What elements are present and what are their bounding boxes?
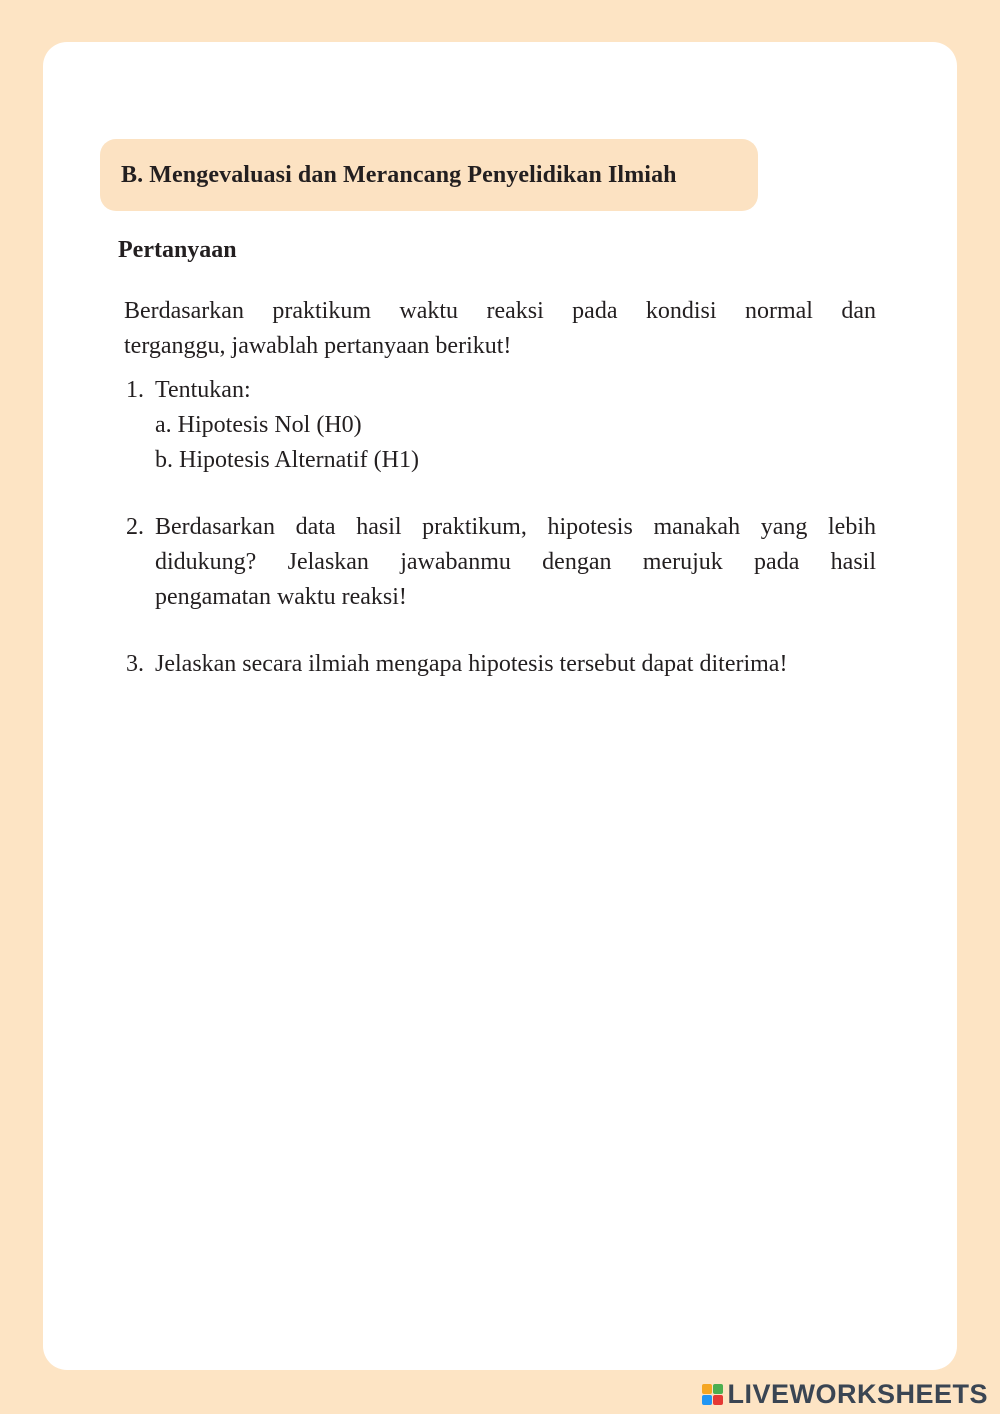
intro-line: terganggu, jawablah pertanyaan berikut! bbox=[124, 333, 512, 359]
question-1 bbox=[124, 373, 876, 478]
watermark-text: LIVEWORKSHEETS bbox=[727, 1379, 988, 1409]
logo-square bbox=[713, 1384, 723, 1394]
question-text: Jelaskan secara ilmiah mengapa hipotesis tersebut dapat diterima! bbox=[155, 651, 788, 677]
question-line: didukung? Jelaskan jawabanmu dengan merujuk pada hasil bbox=[155, 549, 876, 575]
liveworksheets-logo-icon bbox=[702, 1384, 723, 1405]
logo-square bbox=[702, 1384, 712, 1394]
question-text: Tentukan: bbox=[155, 377, 251, 403]
question-3 bbox=[124, 647, 876, 682]
intro-paragraph bbox=[124, 294, 876, 364]
section-banner bbox=[100, 139, 758, 211]
question-number: 1. bbox=[126, 377, 144, 403]
section-title: B. Mengevaluasi dan Merancang Penyelidikan Ilmiah bbox=[121, 161, 677, 188]
subheading: Pertanyaan bbox=[118, 237, 237, 263]
question-2 bbox=[124, 510, 876, 615]
option-b: b. Hipotesis Alternatif (H1) bbox=[155, 447, 419, 473]
logo-square bbox=[713, 1395, 723, 1405]
liveworksheets-watermark bbox=[702, 1379, 988, 1410]
question-number: 2. bbox=[126, 514, 144, 540]
question-number: 3. bbox=[126, 651, 144, 677]
option-a: a. Hipotesis Nol (H0) bbox=[155, 412, 362, 438]
question-line: Berdasarkan data hasil praktikum, hipotesis manakah yang lebih bbox=[155, 514, 876, 540]
question-line: pengamatan waktu reaksi! bbox=[155, 584, 407, 610]
logo-square bbox=[702, 1395, 712, 1405]
intro-line: Berdasarkan praktikum waktu reaksi pada kondisi normal dan bbox=[124, 298, 876, 324]
